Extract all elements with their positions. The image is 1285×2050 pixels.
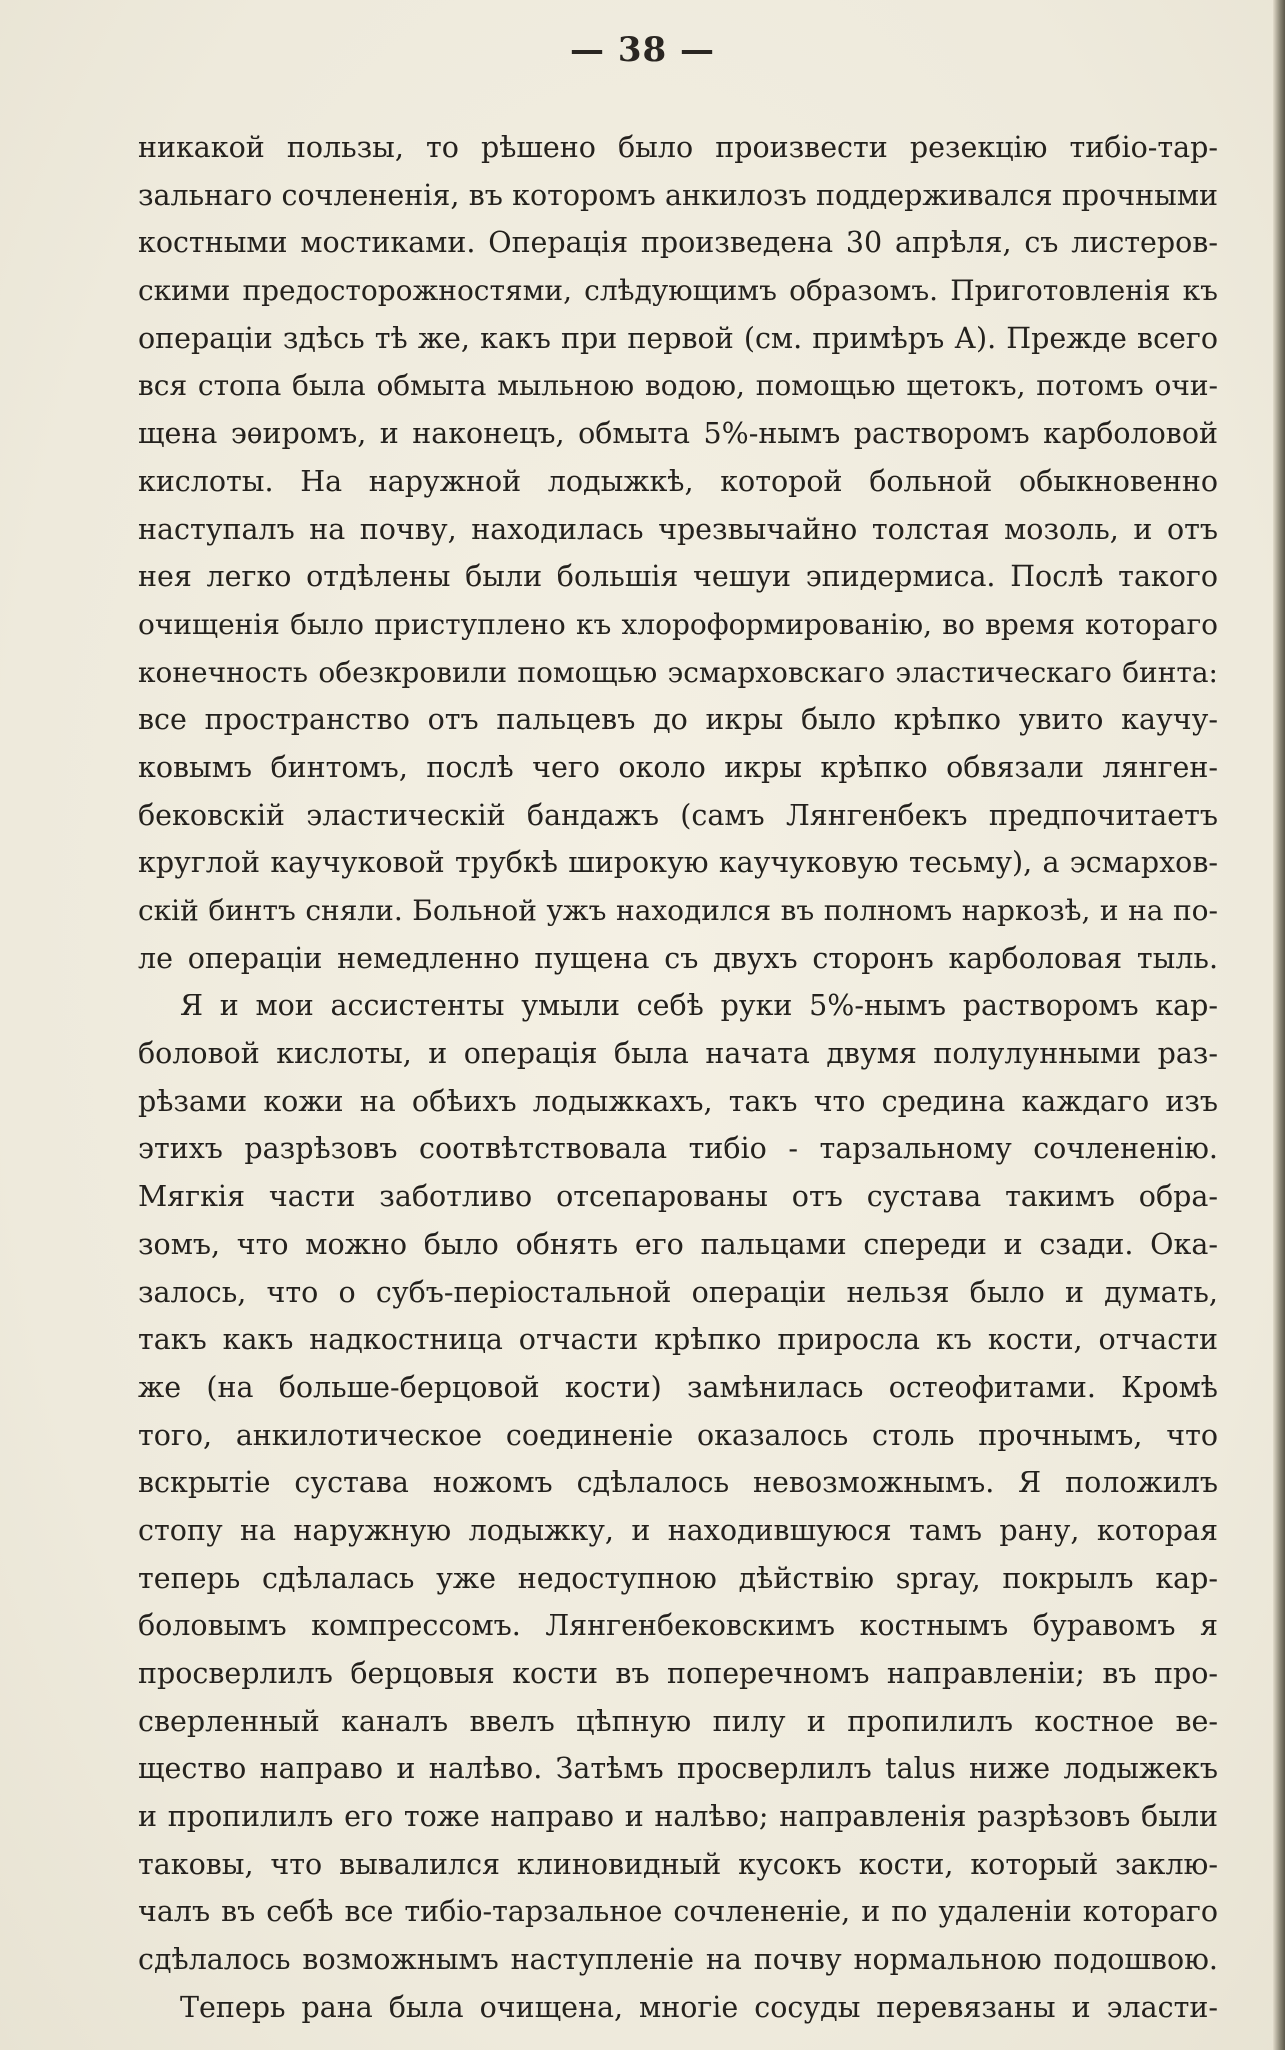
text-line: того, анкилотическое соединеніе оказалось столь прочнымъ, что	[138, 1418, 1218, 1452]
page-edge-shadow	[1273, 0, 1285, 2050]
body-text	[138, 124, 1218, 2032]
text-line: нея легко отдѣлены были большія чешуи эпидермиса. Послѣ такого	[138, 560, 1218, 594]
text-line: сдѣлалось возможнымъ наступленіе на почву нормальною подошвою.	[138, 1943, 1218, 1977]
text-line: костными мостиками. Операція произведена 30 апрѣля, съ листеров-	[138, 226, 1218, 260]
text-line: щество направо и налѣво. Затѣмъ просверлилъ talus ниже лодыжекъ	[138, 1752, 1218, 1786]
text-line: щена эѳиромъ, и наконецъ, обмыта 5%-нымъ растворомъ карболовой	[138, 417, 1218, 451]
text-line: вся стопа была обмыта мыльною водою, помощью щетокъ, потомъ очи-	[138, 369, 1218, 403]
text-line: ле операціи немедленно пущена съ двухъ сторонъ карболовая тыль.	[138, 941, 1218, 975]
text-line: такъ какъ надкостница отчасти крѣпко приросла къ кости, отчасти	[138, 1323, 1218, 1357]
text-line: стопу на наружную лодыжку, и находившуюся тамъ рану, которая	[138, 1513, 1218, 1547]
text-line: же (на больше-берцовой кости) замѣнилась остеофитами. Кромѣ	[138, 1370, 1218, 1404]
text-line: бековскій эластическій бандажъ (самъ Лянгенбекъ предпочитаетъ	[138, 798, 1218, 832]
text-line: операціи здѣсь тѣ же, какъ при первой (см. примѣръ А). Прежде всего	[138, 321, 1218, 355]
text-line: кислоты. На наружной лодыжкѣ, которой больной обыкновенно	[138, 464, 1218, 498]
text-line: сверленный каналъ ввелъ цѣпную пилу и пропилилъ костное ве-	[138, 1704, 1218, 1738]
text-line: и пропилилъ его тоже направо и налѣво; направленія разрѣзовъ были	[138, 1800, 1218, 1834]
text-line: Мягкія части заботливо отсепарованы отъ сустава такимъ обра-	[138, 1180, 1218, 1214]
text-line: все пространство отъ пальцевъ до икры было крѣпко увито каучу-	[138, 703, 1218, 737]
text-line: круглой каучуковой трубкѣ широкую каучуковую тесьму), а эсмархов-	[138, 846, 1218, 880]
text-line: зальнаго сочлененія, въ которомъ анкилозъ поддерживался прочными	[138, 178, 1218, 212]
text-line: очищенія было приступлено къ хлороформированію, во время котораго	[138, 607, 1218, 641]
text-line: рѣзами кожи на обѣихъ лодыжкахъ, такъ что средина каждаго изъ	[138, 1084, 1218, 1118]
text-line: чалъ въ себѣ все тибіо-тарзальное сочлененіе, и по удаленіи котораго	[138, 1895, 1218, 1929]
text-line: таковы, что вывалился клиновидный кусокъ кости, который заклю-	[138, 1847, 1218, 1881]
page-number: — 38 —	[570, 30, 715, 70]
text-line: ковымъ бинтомъ, послѣ чего около икры крѣпко обвязали лянген-	[138, 750, 1218, 784]
text-line: боловымъ компрессомъ. Лянгенбековскимъ костнымъ буравомъ я	[138, 1609, 1218, 1643]
text-line: боловой кислоты, и операція была начата двумя полулунными раз-	[138, 1037, 1218, 1071]
text-line: теперь сдѣлалась уже недоступною дѣйствію spray, покрылъ кар-	[138, 1561, 1218, 1595]
text-line: зомъ, что можно было обнять его пальцами спереди и сзади. Ока-	[138, 1227, 1218, 1261]
text-line: этихъ разрѣзовъ соотвѣтствовала тибіо - тарзальному сочлененію.	[138, 1132, 1218, 1166]
text-line: вскрытіе сустава ножомъ сдѣлалось невозможнымъ. Я положилъ	[138, 1466, 1218, 1500]
text-line: наступалъ на почву, находилась чрезвычайно толстая мозоль, и отъ	[138, 512, 1218, 546]
text-line: скими предосторожностями, слѣдующимъ образомъ. Приготовленія къ	[138, 274, 1218, 308]
text-line: скій бинтъ сняли. Больной ужъ находился въ полномъ наркозѣ, и на по-	[138, 894, 1218, 927]
text-line: никакой пользы, то рѣшено было произвести резекцію тибіо-тар-	[138, 131, 1218, 164]
text-line: конечность обезкровили помощью эсмарховскаго эластическаго бинта:	[138, 655, 1218, 689]
text-line: залось, что о субъ-періостальной операціи нельзя было и думать,	[138, 1275, 1218, 1309]
text-line: Я и мои ассистенты умыли себѣ руки 5%-нымъ растворомъ кар-	[180, 989, 1218, 1023]
text-line: просверлилъ берцовыя кости въ поперечномъ направленіи; въ про-	[138, 1657, 1218, 1690]
text-line: Теперь рана была очищена, многіе сосуды перевязаны и эласти-	[180, 1990, 1218, 2024]
